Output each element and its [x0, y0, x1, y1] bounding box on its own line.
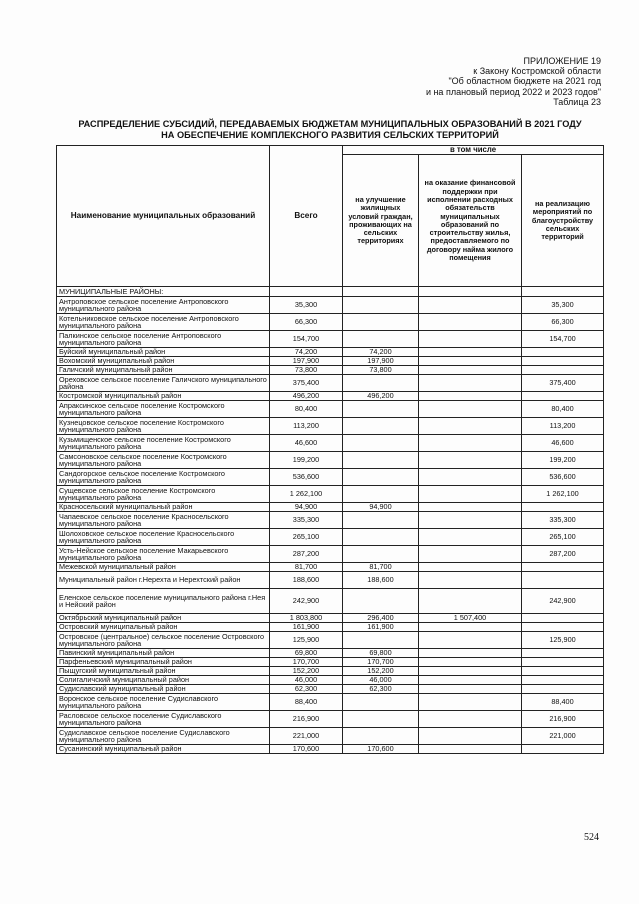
total-value: 94,900 — [270, 503, 343, 512]
housing-value — [343, 711, 419, 728]
improvement-value — [522, 623, 604, 632]
row-name: Судиславский муниципальный район — [57, 685, 270, 694]
row-name: Островский муниципальный район — [57, 623, 270, 632]
housing-value — [343, 632, 419, 649]
table-row — [57, 711, 604, 728]
section-label: МУНИЦИПАЛЬНЫЕ РАЙОНЫ: — [57, 287, 270, 297]
improvement-value — [522, 658, 604, 667]
rental-value — [419, 728, 522, 745]
improvement-value: 154,700 — [522, 331, 604, 348]
rental-value — [419, 529, 522, 546]
row-name: Антроповское сельское поселение Антроповского муниципального района — [57, 297, 270, 314]
total-value: 188,600 — [270, 572, 343, 589]
appendix-line: и на плановый период 2022 и 2023 годов" — [425, 86, 601, 97]
rental-value — [419, 331, 522, 348]
total-value: 152,200 — [270, 667, 343, 676]
table-row — [57, 572, 604, 589]
table-row — [57, 728, 604, 745]
table-row — [57, 745, 604, 754]
row-name: Буйский муниципальный район — [57, 348, 270, 357]
improvement-value — [522, 614, 604, 623]
total-value: 221,000 — [270, 728, 343, 745]
total-value: 35,300 — [270, 297, 343, 314]
rental-value — [419, 676, 522, 685]
table-row — [57, 589, 604, 614]
rental-value — [419, 435, 522, 452]
header-housing: на улучшение жилищных условий граждан, проживающих на сельских территориях — [343, 155, 419, 287]
total-value: 242,900 — [270, 589, 343, 614]
appendix-line: "Об областном бюджете на 2021 год — [448, 76, 601, 87]
housing-value — [343, 728, 419, 745]
improvement-value: 221,000 — [522, 728, 604, 745]
total-value: 199,200 — [270, 452, 343, 469]
row-name: Воронское сельское поселение Судиславского муниципального района — [57, 694, 270, 711]
improvement-value — [522, 676, 604, 685]
document-title — [50, 119, 610, 140]
header-including: в том числе — [343, 146, 604, 155]
rental-value: 1 507,400 — [419, 614, 522, 623]
empty-cell — [419, 287, 522, 297]
improvement-value: 66,300 — [522, 314, 604, 331]
total-value: 170,600 — [270, 745, 343, 754]
housing-value: 170,600 — [343, 745, 419, 754]
total-value: 74,200 — [270, 348, 343, 357]
rental-value — [419, 512, 522, 529]
row-name: Судиславское сельское поселение Судиславского муниципального района — [57, 728, 270, 745]
empty-cell — [343, 287, 419, 297]
appendix-line: к Закону Костромской области — [473, 66, 601, 77]
row-name: Галичский муниципальный район — [57, 366, 270, 375]
housing-value: 46,000 — [343, 676, 419, 685]
housing-value: 170,700 — [343, 658, 419, 667]
improvement-value — [522, 572, 604, 589]
improvement-value — [522, 649, 604, 658]
row-name: Палкинское сельское поселение Антроповского муниципального района — [57, 331, 270, 348]
rental-value — [419, 546, 522, 563]
improvement-value: 80,400 — [522, 401, 604, 418]
row-name: Шолоховское сельское поселение Красносельского муниципального района — [57, 529, 270, 546]
table-row — [57, 623, 604, 632]
empty-cell — [270, 287, 343, 297]
total-value: 197,900 — [270, 357, 343, 366]
row-name: Костромской муниципальный район — [57, 392, 270, 401]
table-row — [57, 512, 604, 529]
row-name: Солигаличский муниципальный район — [57, 676, 270, 685]
improvement-value: 46,600 — [522, 435, 604, 452]
rental-value — [419, 623, 522, 632]
total-value: 216,900 — [270, 711, 343, 728]
improvement-value: 35,300 — [522, 297, 604, 314]
row-name: Парфеньевский муниципальный район — [57, 658, 270, 667]
row-name: Расловское сельское поселение Судиславского муниципального района — [57, 711, 270, 728]
row-name: Муниципальный район г.Нерехта и Нерехтский район — [57, 572, 270, 589]
rental-value — [419, 685, 522, 694]
housing-value — [343, 469, 419, 486]
housing-value: 496,200 — [343, 392, 419, 401]
table-row — [57, 685, 604, 694]
row-name: Еленское сельское поселение муниципального района г.Нея и Нейский район — [57, 589, 270, 614]
housing-value — [343, 435, 419, 452]
improvement-value: 536,600 — [522, 469, 604, 486]
table-row — [57, 435, 604, 452]
table-row — [57, 614, 604, 623]
table-row — [57, 392, 604, 401]
total-value: 170,700 — [270, 658, 343, 667]
header-name: Наименование муниципальных образований — [57, 146, 270, 287]
rental-value — [419, 589, 522, 614]
appendix-header — [426, 56, 601, 107]
housing-value: 73,800 — [343, 366, 419, 375]
improvement-value: 125,900 — [522, 632, 604, 649]
row-name: Пыщугский муниципальный район — [57, 667, 270, 676]
rental-value — [419, 375, 522, 392]
table-row — [57, 676, 604, 685]
improvement-value — [522, 503, 604, 512]
row-name: Усть-Нейское сельское поселение Макарьевского муниципального района — [57, 546, 270, 563]
table-row — [57, 357, 604, 366]
rental-value — [419, 401, 522, 418]
housing-value: 152,200 — [343, 667, 419, 676]
row-name: Красносельский муниципальный район — [57, 503, 270, 512]
improvement-value: 113,200 — [522, 418, 604, 435]
table-row — [57, 563, 604, 572]
table-row — [57, 331, 604, 348]
improvement-value — [522, 563, 604, 572]
housing-value: 197,900 — [343, 357, 419, 366]
table-row — [57, 694, 604, 711]
total-value: 66,300 — [270, 314, 343, 331]
title-line: РАСПРЕДЕЛЕНИЕ СУБСИДИЙ, ПЕРЕДАВАЕМЫХ БЮДЖЕТАМ МУНИЦИПАЛЬНЫХ ОБРАЗОВАНИЙ В 2021 ГОДУ — [78, 119, 582, 129]
row-name: Сусанинский муниципальный район — [57, 745, 270, 754]
rental-value — [419, 314, 522, 331]
total-value: 1 262,100 — [270, 486, 343, 503]
rental-value — [419, 694, 522, 711]
total-value: 81,700 — [270, 563, 343, 572]
table-row — [57, 529, 604, 546]
total-value: 46,000 — [270, 676, 343, 685]
total-value: 80,400 — [270, 401, 343, 418]
improvement-value: 242,900 — [522, 589, 604, 614]
housing-value — [343, 452, 419, 469]
rental-value — [419, 667, 522, 676]
rental-value — [419, 452, 522, 469]
row-name: Ореховское сельское поселение Галичского муниципального района — [57, 375, 270, 392]
housing-value — [343, 401, 419, 418]
row-name: Апраксинское сельское поселение Костромского муниципального района — [57, 401, 270, 418]
improvement-value: 335,300 — [522, 512, 604, 529]
total-value: 125,900 — [270, 632, 343, 649]
improvement-value: 265,100 — [522, 529, 604, 546]
improvement-value — [522, 685, 604, 694]
rental-value — [419, 649, 522, 658]
rental-value — [419, 711, 522, 728]
table-row — [57, 649, 604, 658]
housing-value: 69,800 — [343, 649, 419, 658]
housing-value — [343, 297, 419, 314]
header-rental-housing: на оказание финансовой поддержки при исполнении расходных обязательств муниципальных образований по строительству жилья, предоставляемого по договору найма жилого помещения — [419, 155, 522, 287]
housing-value — [343, 589, 419, 614]
table-row — [57, 486, 604, 503]
housing-value: 296,400 — [343, 614, 419, 623]
rental-value — [419, 658, 522, 667]
row-name: Чапаевское сельское поселение Красносельского муниципального района — [57, 512, 270, 529]
row-name: Самсоновское сельское поселение Костромского муниципального района — [57, 452, 270, 469]
row-name: Сандогорское сельское поселение Костромского муниципального района — [57, 469, 270, 486]
row-name: Октябрьский муниципальный район — [57, 614, 270, 623]
improvement-value — [522, 357, 604, 366]
total-value: 69,800 — [270, 649, 343, 658]
total-value: 1 803,800 — [270, 614, 343, 623]
housing-value: 161,900 — [343, 623, 419, 632]
improvement-value: 199,200 — [522, 452, 604, 469]
rental-value — [419, 392, 522, 401]
table-row — [57, 366, 604, 375]
housing-value: 81,700 — [343, 563, 419, 572]
table-row — [57, 503, 604, 512]
table-row — [57, 546, 604, 563]
improvement-value: 1 262,100 — [522, 486, 604, 503]
housing-value — [343, 546, 419, 563]
rental-value — [419, 348, 522, 357]
total-value: 113,200 — [270, 418, 343, 435]
subsidies-table — [56, 145, 604, 754]
table-row — [57, 348, 604, 357]
total-value: 335,300 — [270, 512, 343, 529]
total-value: 375,400 — [270, 375, 343, 392]
improvement-value — [522, 392, 604, 401]
improvement-value: 287,200 — [522, 546, 604, 563]
total-value: 287,200 — [270, 546, 343, 563]
table-row — [57, 667, 604, 676]
rental-value — [419, 418, 522, 435]
row-name: Межевской муниципальный район — [57, 563, 270, 572]
row-name: Вохомский муниципальный район — [57, 357, 270, 366]
header-improvement: на реализацию мероприятий по благоустройству сельских территорий — [522, 155, 604, 287]
improvement-value — [522, 745, 604, 754]
housing-value: 188,600 — [343, 572, 419, 589]
row-name: Кузьмищенское сельское поселение Костромского муниципального района — [57, 435, 270, 452]
rental-value — [419, 469, 522, 486]
total-value: 46,600 — [270, 435, 343, 452]
improvement-value: 375,400 — [522, 375, 604, 392]
housing-value — [343, 375, 419, 392]
housing-value — [343, 418, 419, 435]
housing-value — [343, 512, 419, 529]
appendix-line: Таблица 23 — [553, 96, 601, 107]
header-total: Всего — [270, 146, 343, 287]
empty-cell — [522, 287, 604, 297]
row-name: Кузнецовское сельское поселение Костромского муниципального района — [57, 418, 270, 435]
section-row — [57, 287, 604, 297]
table-row — [57, 418, 604, 435]
improvement-value: 88,400 — [522, 694, 604, 711]
appendix-line: ПРИЛОЖЕНИЕ 19 — [523, 56, 601, 66]
row-name: Сущевское сельское поселение Костромского муниципального района — [57, 486, 270, 503]
total-value: 265,100 — [270, 529, 343, 546]
housing-value — [343, 314, 419, 331]
housing-value — [343, 331, 419, 348]
housing-value: 94,900 — [343, 503, 419, 512]
rental-value — [419, 572, 522, 589]
row-name: Котельниковское сельское поселение Антроповского муниципального района — [57, 314, 270, 331]
table-body — [57, 287, 604, 754]
rental-value — [419, 745, 522, 754]
rental-value — [419, 503, 522, 512]
improvement-value — [522, 348, 604, 357]
total-value: 73,800 — [270, 366, 343, 375]
table-row — [57, 658, 604, 667]
housing-value — [343, 486, 419, 503]
housing-value: 74,200 — [343, 348, 419, 357]
rental-value — [419, 563, 522, 572]
rental-value — [419, 632, 522, 649]
rental-value — [419, 297, 522, 314]
rental-value — [419, 486, 522, 503]
table-row — [57, 314, 604, 331]
improvement-value — [522, 667, 604, 676]
table-row — [57, 469, 604, 486]
total-value: 496,200 — [270, 392, 343, 401]
row-name: Островское (центральное) сельское поселение Островского муниципального района — [57, 632, 270, 649]
housing-value: 62,300 — [343, 685, 419, 694]
total-value: 88,400 — [270, 694, 343, 711]
total-value: 161,900 — [270, 623, 343, 632]
total-value: 62,300 — [270, 685, 343, 694]
total-value: 536,600 — [270, 469, 343, 486]
rental-value — [419, 366, 522, 375]
table-row — [57, 375, 604, 392]
title-line: НА ОБЕСПЕЧЕНИЕ КОМПЛЕКСНОГО РАЗВИТИЯ СЕЛЬСКИХ ТЕРРИТОРИЙ — [161, 129, 499, 140]
housing-value — [343, 694, 419, 711]
rental-value — [419, 357, 522, 366]
table-row — [57, 401, 604, 418]
improvement-value — [522, 366, 604, 375]
housing-value — [343, 529, 419, 546]
page-number: 524 — [584, 832, 599, 843]
total-value: 154,700 — [270, 331, 343, 348]
table-row — [57, 452, 604, 469]
table-row — [57, 297, 604, 314]
table-row — [57, 632, 604, 649]
improvement-value: 216,900 — [522, 711, 604, 728]
row-name: Павинский муниципальный район — [57, 649, 270, 658]
